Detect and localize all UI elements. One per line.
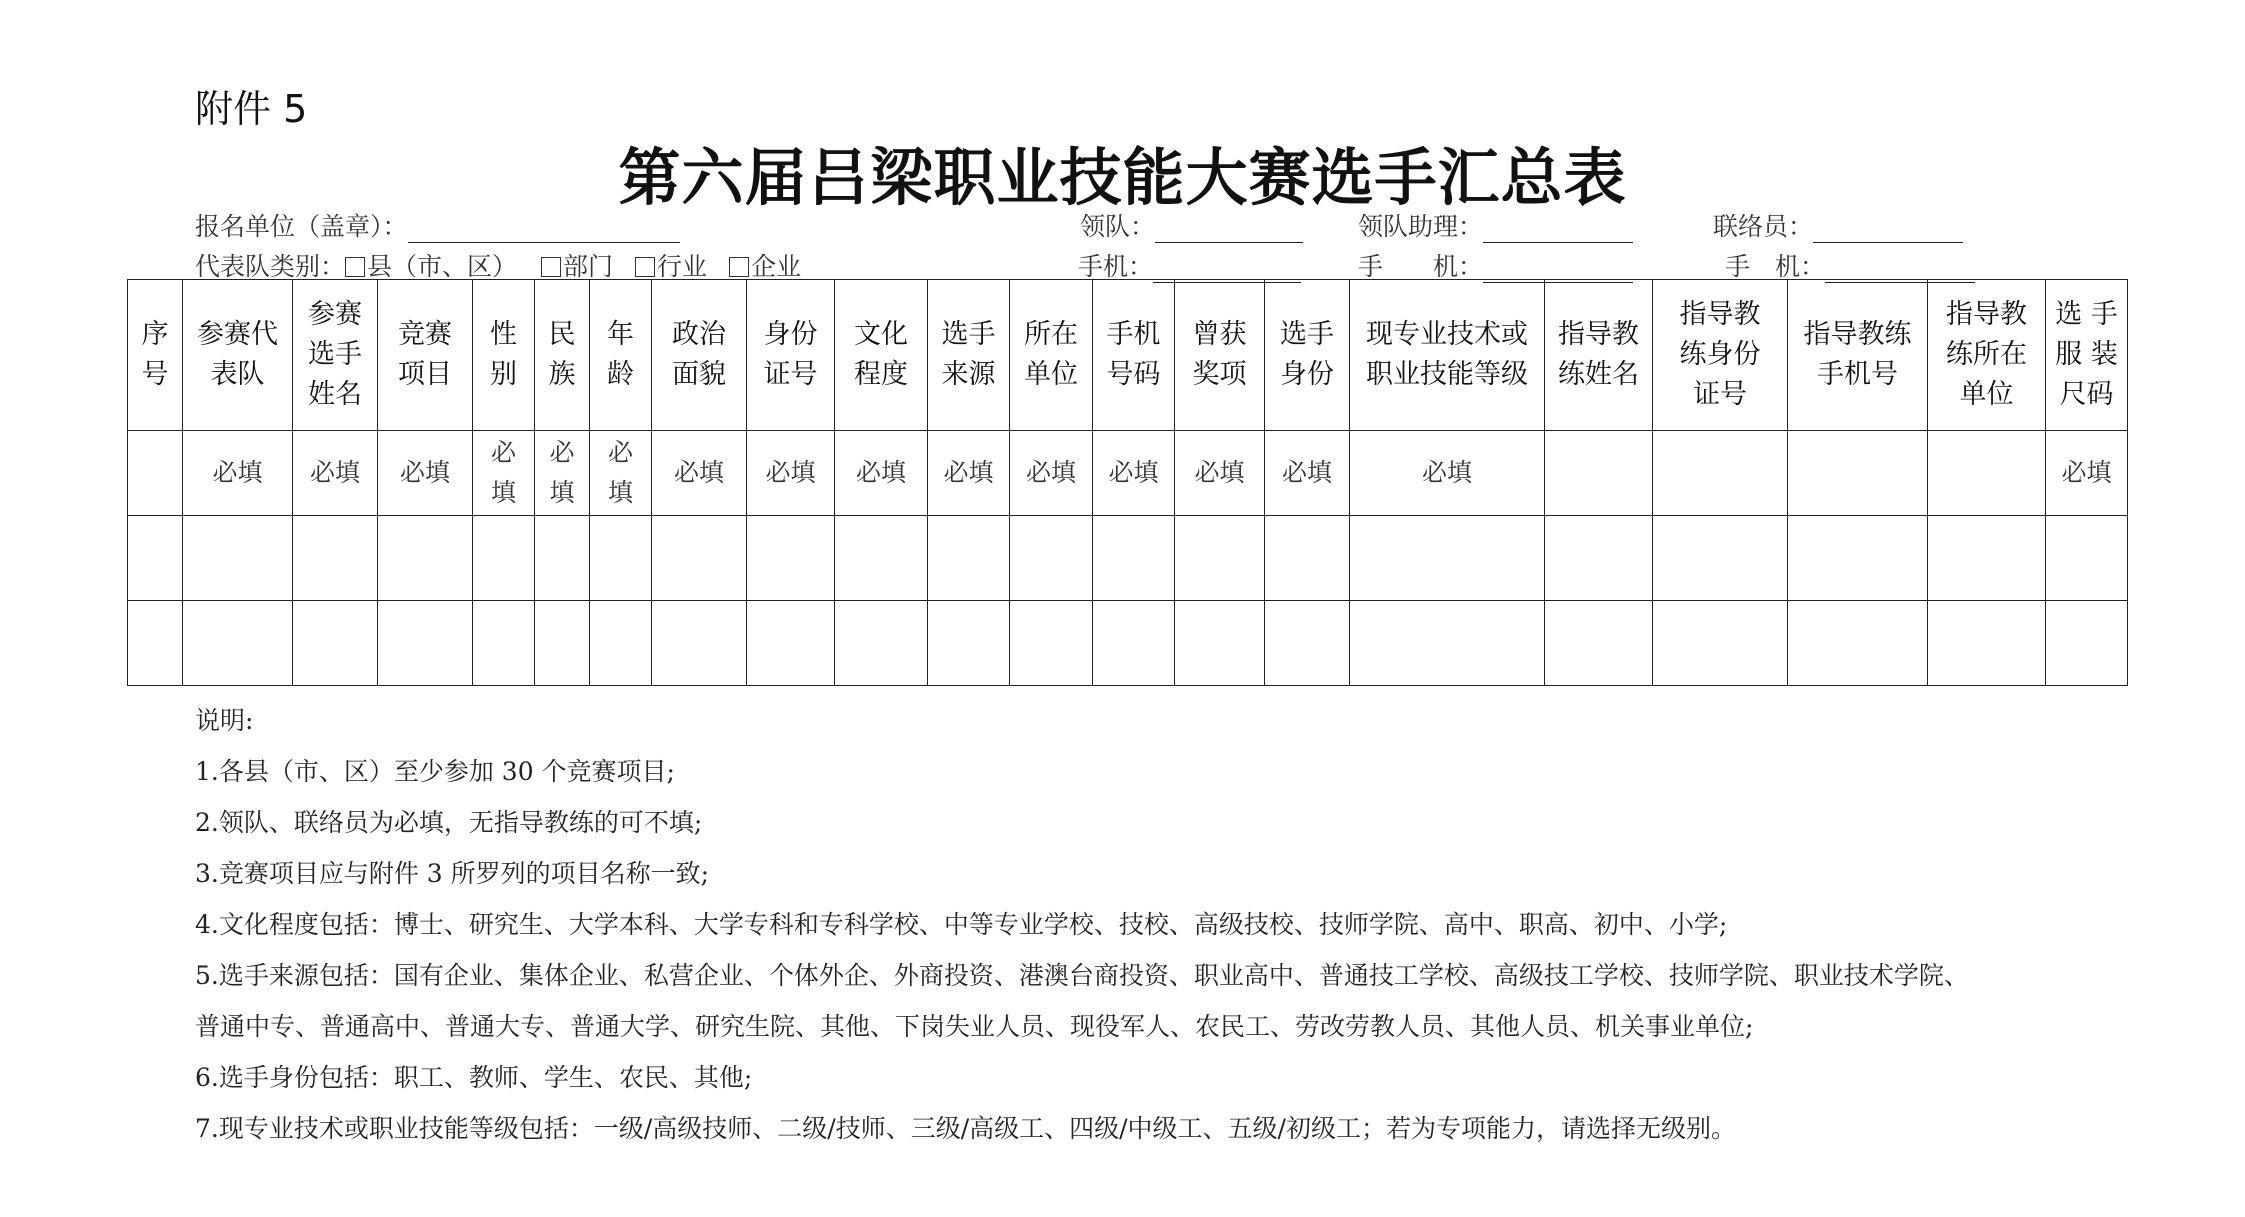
note-item: 普通中专、普通高中、普通大专、普通大学、研究生院、其他、下岗失业人员、现役军人、农民工、劳改劳教人员、其他人员、机关事业单位; [195,1012,1754,1041]
column-header: 指导教 练所在 单位 [1928,280,2046,431]
column-header: 现专业技术或 职业技能等级 [1350,280,1545,431]
assistant-blank[interactable] [1483,216,1633,243]
table-cell[interactable]: 必 填 [473,431,535,516]
team-type-department: 部门 [563,252,614,281]
team-type-county: 县（市、区） [367,252,518,281]
table-cell[interactable] [378,601,473,686]
table-cell[interactable] [1545,516,1653,601]
column-header: 民 族 [535,280,590,431]
team-type-field [195,247,801,283]
table-cell[interactable]: 必 填 [535,431,590,516]
table-cell[interactable] [1010,516,1093,601]
column-header: 性 别 [473,280,535,431]
table-header-row [128,280,2128,431]
table-cell[interactable] [747,601,835,686]
table-cell[interactable]: 必填 [652,431,747,516]
table-cell[interactable] [1350,516,1545,601]
column-header: 所在 单位 [1010,280,1093,431]
table-cell[interactable] [183,601,293,686]
table-cell[interactable]: 必 填 [590,431,652,516]
table-cell[interactable] [535,601,590,686]
table-cell[interactable] [1265,516,1350,601]
table-cell[interactable] [128,431,183,516]
column-header: 参赛代 表队 [183,280,293,431]
note-item: 5.选手来源包括：国有企业、集体企业、私营企业、个体外企、外商投资、港澳台商投资、职业高中、普通技工学校、高级技工学校、技师学院、职业技术学院、 [195,961,1969,990]
summary-table [127,279,2128,686]
column-header: 政治 面貌 [652,280,747,431]
table-cell[interactable] [128,601,183,686]
assistant-field [1358,207,1633,243]
table-cell[interactable]: 必填 [835,431,928,516]
table-cell[interactable] [1653,431,1788,516]
column-header: 指导教 练身份 证号 [1653,280,1788,431]
table-cell[interactable]: 必填 [1265,431,1350,516]
table-row-blank [128,516,2128,601]
table-cell[interactable] [1653,601,1788,686]
column-header: 指导教 练姓名 [1545,280,1653,431]
table-cell[interactable]: 必填 [1350,431,1545,516]
phone-label-3: 手 机： [1725,252,1826,281]
table-cell[interactable] [1788,431,1928,516]
note-item: 3.竞赛项目应与附件 3 所罗列的项目名称一致; [195,859,710,888]
table-cell[interactable] [652,516,747,601]
checkbox-industry[interactable] [635,257,655,277]
table-row-required [128,431,2128,516]
note-item: 7.现专业技术或职业技能等级包括：一级/高级技师、二级/技师、三级/高级工、四级/中级工、五级/初级工；若为专项能力，请选择无级别。 [195,1114,1736,1143]
column-header: 竞赛 项目 [378,280,473,431]
attachment-label: 附件 5 [195,87,308,131]
unit-blank[interactable] [408,216,680,243]
phone-label-1: 手机： [1078,252,1154,281]
table-cell[interactable] [1093,516,1175,601]
table-cell[interactable]: 必填 [1175,431,1265,516]
leader-label: 领队： [1080,212,1156,241]
note-item: 6.选手身份包括：职工、教师、学生、农民、其他; [195,1063,753,1092]
table-cell[interactable]: 必填 [2046,431,2128,516]
table-cell[interactable] [2046,516,2128,601]
table-cell[interactable]: 必填 [183,431,293,516]
table-cell[interactable] [835,601,928,686]
table-cell[interactable] [835,516,928,601]
table-cell[interactable] [293,516,378,601]
table-cell[interactable] [1788,601,1928,686]
checkbox-enterprise[interactable] [729,257,749,277]
contact-blank[interactable] [1813,216,1963,243]
table-cell[interactable] [1545,601,1653,686]
table-cell[interactable] [1788,516,1928,601]
table-cell[interactable]: 必填 [928,431,1010,516]
leader-field [1080,207,1303,243]
table-cell[interactable] [2046,601,2128,686]
table-cell[interactable] [535,516,590,601]
column-header: 手机 号码 [1093,280,1175,431]
table-cell[interactable] [378,516,473,601]
team-type-industry: 行业 [657,252,708,281]
table-cell[interactable] [928,516,1010,601]
table-cell[interactable] [1093,601,1175,686]
table-cell[interactable] [1350,601,1545,686]
table-cell[interactable] [473,601,535,686]
notes-section [195,695,1969,1154]
table-cell[interactable] [1928,601,2046,686]
checkbox-department[interactable] [541,257,561,277]
checkbox-county[interactable] [345,257,365,277]
table-cell[interactable] [293,601,378,686]
note-item: 2.领队、联络员为必填，无指导教练的可不填; [195,808,703,837]
team-type-enterprise: 企业 [751,252,802,281]
table-cell[interactable]: 必填 [378,431,473,516]
table-cell[interactable] [590,516,652,601]
table-row-blank [128,601,2128,686]
assistant-label: 领队助理： [1358,212,1484,241]
contact-field [1713,207,1963,243]
team-type-label: 代表队类别： [195,252,346,281]
column-header: 参赛 选手 姓名 [293,280,378,431]
table-cell[interactable] [928,601,1010,686]
table-cell[interactable] [1265,601,1350,686]
phone-field-1 [1078,247,1301,283]
table-cell[interactable] [1175,516,1265,601]
leader-blank[interactable] [1155,216,1303,243]
contact-label: 联络员： [1713,212,1814,241]
phone-field-3 [1725,247,1975,283]
column-header: 曾获 奖项 [1175,280,1265,431]
table-cell[interactable] [473,516,535,601]
table-cell[interactable] [747,516,835,601]
table-cell[interactable] [1175,601,1265,686]
note-item: 1.各县（市、区）至少参加 30 个竞赛项目; [195,757,675,786]
table-cell[interactable] [128,516,183,601]
table-cell[interactable] [1545,431,1653,516]
column-header: 序 号 [128,280,183,431]
table-cell[interactable] [1653,516,1788,601]
phone-field-2 [1358,247,1633,283]
table-cell[interactable]: 必填 [1093,431,1175,516]
column-header: 文化 程度 [835,280,928,431]
column-header: 身份 证号 [747,280,835,431]
column-header: 选手 来源 [928,280,1010,431]
table-cell[interactable]: 必填 [293,431,378,516]
table-cell[interactable] [1928,516,2046,601]
table-cell[interactable]: 必填 [747,431,835,516]
table-cell[interactable] [652,601,747,686]
note-item: 4.文化程度包括：博士、研究生、大学本科、大学专科和专科学校、中等专业学校、技校、高级技校、技师学院、高中、职高、初中、小学; [195,910,1728,939]
column-header: 选手 身份 [1265,280,1350,431]
table-cell[interactable] [1928,431,2046,516]
unit-label: 报名单位（盖章）： [195,212,408,241]
table-cell[interactable]: 必填 [1010,431,1093,516]
phone-label-2: 手 机： [1358,252,1484,281]
document-title: 第六届吕梁职业技能大赛选手汇总表 [618,141,1627,214]
unit-field [195,207,680,243]
notes-heading: 说明: [195,706,254,735]
column-header: 选 手 服 装 尺码 [2046,280,2128,431]
table-cell[interactable] [590,601,652,686]
column-header: 年 龄 [590,280,652,431]
table-cell[interactable] [1010,601,1093,686]
table-cell[interactable] [183,516,293,601]
column-header: 指导教练 手机号 [1788,280,1928,431]
